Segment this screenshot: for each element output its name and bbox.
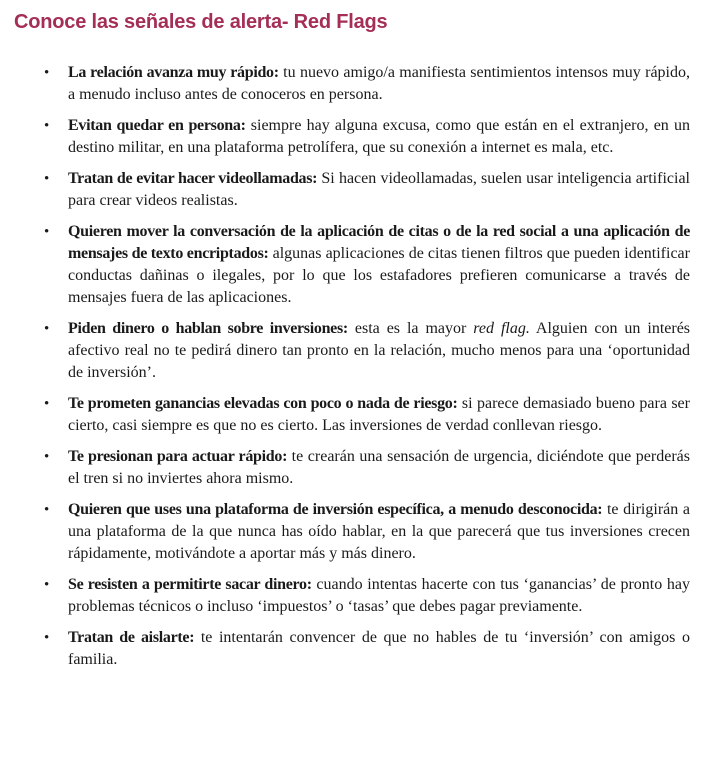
bullet-icon: • bbox=[44, 630, 50, 646]
bullet-body: te dirigirán a una plataforma de la que nunca has oído hablar, en la que parecerá que tus inversiones crecen rápidamente, motivándote a aportar más y más dinero. bbox=[68, 501, 691, 562]
bullet-body: Si hacen videollamadas, suelen usar inteligencia artificial para crear videos realistas. bbox=[68, 170, 690, 209]
bullet-lead: Se resisten a permitirte sacar dinero: bbox=[68, 576, 312, 593]
bullet-icon: • bbox=[44, 118, 50, 134]
bullet-icon: • bbox=[44, 171, 50, 187]
red-flags-list bbox=[14, 62, 690, 671]
list-item-text bbox=[68, 115, 690, 159]
bullet-lead: Quieren mover la conversación de la aplicación de citas o de la red social a una aplicación de mensajes de texto encriptados: bbox=[68, 223, 690, 262]
list-item-text bbox=[68, 627, 690, 671]
bullet-lead: Tratan de aislarte: bbox=[68, 629, 195, 646]
list-item bbox=[40, 318, 690, 384]
bullet-lead: Tratan de evitar hacer videollamadas: bbox=[68, 170, 318, 187]
bullet-lead: Te prometen ganancias elevadas con poco o nada de riesgo: bbox=[68, 395, 458, 412]
bullet-body: esta es la mayor bbox=[347, 320, 474, 337]
bullet-body: tu nuevo amigo/a manifiesta sentimientos intensos muy rápido, a menudo incluso antes de conoceros en persona. bbox=[68, 64, 690, 103]
list-item bbox=[40, 62, 690, 106]
list-item bbox=[40, 393, 690, 437]
bullet-lead: Piden dinero o hablan sobre inversiones: bbox=[68, 320, 348, 337]
bullet-body: algunas aplicaciones de citas tienen filtros que pueden identificar conductas dañinas o ilegales, por lo que los estafadores prefieren comunicarse a través de mensajes fuera de las aplicaciones. bbox=[68, 245, 690, 306]
bullet-icon: • bbox=[44, 65, 50, 81]
bullet-icon: • bbox=[44, 502, 50, 518]
list-item bbox=[40, 499, 690, 565]
bullet-lead: Te presionan para actuar rápido: bbox=[68, 448, 288, 465]
list-item-text bbox=[68, 499, 690, 565]
list-item-text bbox=[68, 318, 690, 384]
list-item bbox=[40, 168, 690, 212]
bullet-icon: • bbox=[44, 577, 50, 593]
list-item bbox=[40, 446, 690, 490]
bullet-body: te crearán una sensación de urgencia, diciéndote que perderás el tren si no inviertes ahora mismo. bbox=[68, 448, 690, 487]
list-item-text bbox=[68, 446, 690, 490]
bullet-body: Alguien con un interés afectivo real no te pedirá dinero tan pronto en la relación, mucho menos para una ‘oportunidad de inversión’. bbox=[68, 320, 691, 381]
list-item-text bbox=[68, 574, 690, 618]
list-item-text bbox=[68, 221, 690, 309]
bullet-icon: • bbox=[44, 321, 50, 337]
bullet-body: cuando intentas hacerte con tus ‘ganancias’ de pronto hay problemas técnicos o incluso ‘impuestos’ o ‘tasas’ que debes pagar previamente. bbox=[68, 576, 690, 615]
list-item-text bbox=[68, 393, 690, 437]
bullet-icon: • bbox=[44, 224, 50, 240]
list-item bbox=[40, 574, 690, 618]
list-item bbox=[40, 115, 690, 159]
list-item-text bbox=[68, 62, 690, 106]
bullet-lead: Evitan quedar en persona: bbox=[68, 117, 246, 134]
bullet-body: te intentarán convencer de que no hables de tu ‘inversión’ con amigos o familia. bbox=[68, 629, 690, 668]
bullet-lead: La relación avanza muy rápido: bbox=[68, 64, 279, 81]
bullet-icon: • bbox=[44, 449, 50, 465]
bullet-lead: Quieren que uses una plataforma de inversión específica, a menudo desconocida: bbox=[68, 501, 603, 518]
bullet-icon: • bbox=[44, 396, 50, 412]
page-title: Conoce las señales de alerta- Red Flags bbox=[14, 11, 388, 33]
bullet-body: red flag. bbox=[473, 320, 530, 337]
bullet-body: siempre hay alguna excusa, como que están en el extranjero, en un destino militar, en una plataforma petrolífera, que su conexión a internet es mala, etc. bbox=[68, 117, 690, 156]
list-item bbox=[40, 627, 690, 671]
bullet-body: si parece demasiado bueno para ser cierto, casi siempre es que no es cierto. Las inversiones de verdad conllevan riesgo. bbox=[68, 395, 690, 434]
list-item bbox=[40, 221, 690, 309]
list-item-text bbox=[68, 168, 690, 212]
